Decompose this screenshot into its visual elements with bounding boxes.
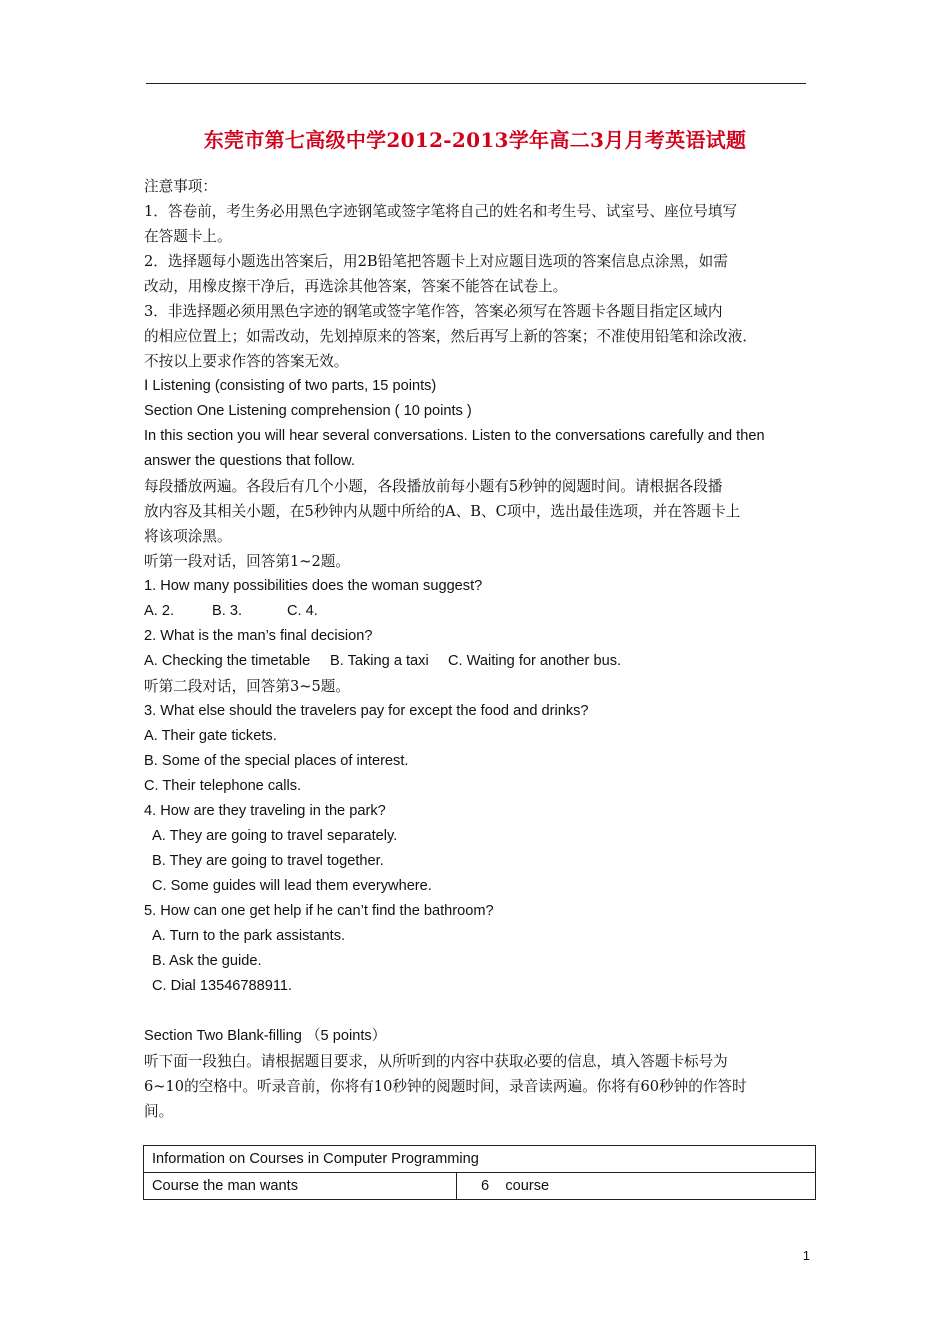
table-row [144,1173,816,1200]
header-rule [146,83,806,84]
table-cell-label: Course the man wants [144,1173,457,1200]
question-4-stem: 4. How are they traveling in the park? [144,803,386,819]
course-info-table [143,1145,816,1200]
notice-heading: 注意事项： [144,178,217,195]
option-c: C. Their telephone calls. [144,778,302,794]
option-b: B. Some of the special places of interest. [144,753,409,769]
dialog2-instruction: 听第二段对话，回答第3~5题。 [144,678,350,695]
question-3-stem: 3. What else should the travelers pay for except the food and drinks? [144,703,589,719]
option-a: A. Checking the timetable [144,653,311,669]
notice-line: 3．非选择题必须用黑色字迹的钢笔或签字笔作答，答案必须写在答题卡各题目指定区域内 [144,303,723,320]
notice-line: 2．选择题每小题选出答案后，用2B铅笔把答题卡上对应题目选项的答案信息点涂黑，如需 [144,253,728,270]
table-cell-value: 6 course [457,1173,816,1200]
page-number: 1 [802,1248,810,1263]
dialog1-instruction: 听第一段对话，回答第1~2题。 [144,553,350,570]
notice-line: 在答题卡上。 [144,228,232,245]
notice-line: 的相应位置上；如需改动，先划掉原来的答案，然后再写上新的答案；不准使用铅笔和涂改液． [144,328,757,345]
option-b: B. Ask the guide. [152,953,262,969]
question-5-stem: 5. How can one get help if he can’t find the bathroom? [144,903,494,919]
option-b: B. 3. [212,603,243,619]
section2-intro: 听下面一段独白。请根据题目要求，从所听到的内容中获取必要的信息，填入答题卡标号为 [144,1053,728,1070]
option-a: A. They are going to travel separately. [152,828,398,844]
question-1-stem: 1. How many possibilities does the woman suggest? [144,578,483,594]
table-header-row [144,1146,816,1173]
option-b: B. Taking a taxi [330,653,429,669]
body-text [144,174,810,1124]
section2-intro: 间。 [144,1103,174,1120]
exam-title: 东莞市第七高级中学2012-2013学年高二3月月考英语试题 [203,128,747,152]
option-a: A. 2. [144,603,175,619]
section2-intro: 6~10的空格中。听录音前，你将有10秒钟的阅题时间，录音读两遍。你将有60秒钟的作答时 [144,1078,747,1095]
option-c: C. Waiting for another bus. [448,653,622,669]
option-a: A. Their gate tickets. [144,728,277,744]
notice-line: 改动，用橡皮擦干净后，再选涂其他答案，答案不能答在试卷上。 [144,278,568,295]
question-2-options [144,649,810,674]
option-b: B. They are going to travel together. [152,853,384,869]
section1-intro-cn: 将该项涂黑。 [144,528,232,545]
part1-heading: Ⅰ Listening (consisting of two parts, 15 points) [144,378,437,394]
section1-intro-en: answer the questions that follow. [144,453,355,469]
section1-intro-cn: 放内容及其相关小题，在5秒钟内从题中所给的A、B、C项中，选出最佳选项，并在答题卡上 [144,503,741,520]
option-c: C. 4. [287,603,318,619]
question-2-stem: 2. What is the man’s final decision? [144,628,373,644]
notice-line: 1．答卷前，考生务必用黑色字迹钢笔或签字笔将自己的姓名和考生号、试室号、座位号填写 [144,203,738,220]
option-c: C. Some guides will lead them everywhere. [152,878,432,894]
option-a: A. Turn to the park assistants. [152,928,346,944]
question-1-options [144,599,810,624]
section1-intro-en: In this section you will hear several conversations. Listen to the conversations carefully and then [144,428,765,444]
notice-line: 不按以上要求作答的答案无效。 [144,353,349,370]
spacer [144,999,810,1024]
section1-heading: Section One Listening comprehension ( 10 points ) [144,403,472,419]
table-header: Information on Courses in Computer Programming [144,1146,816,1173]
section1-intro-cn: 每段播放两遍。各段后有几个小题，各段播放前每小题有5秒钟的阅题时间。请根据各段播 [144,478,723,495]
section2-heading: Section Two Blank-filling （5 points） [144,1028,387,1044]
option-c: C. Dial 13546788911. [152,978,293,994]
